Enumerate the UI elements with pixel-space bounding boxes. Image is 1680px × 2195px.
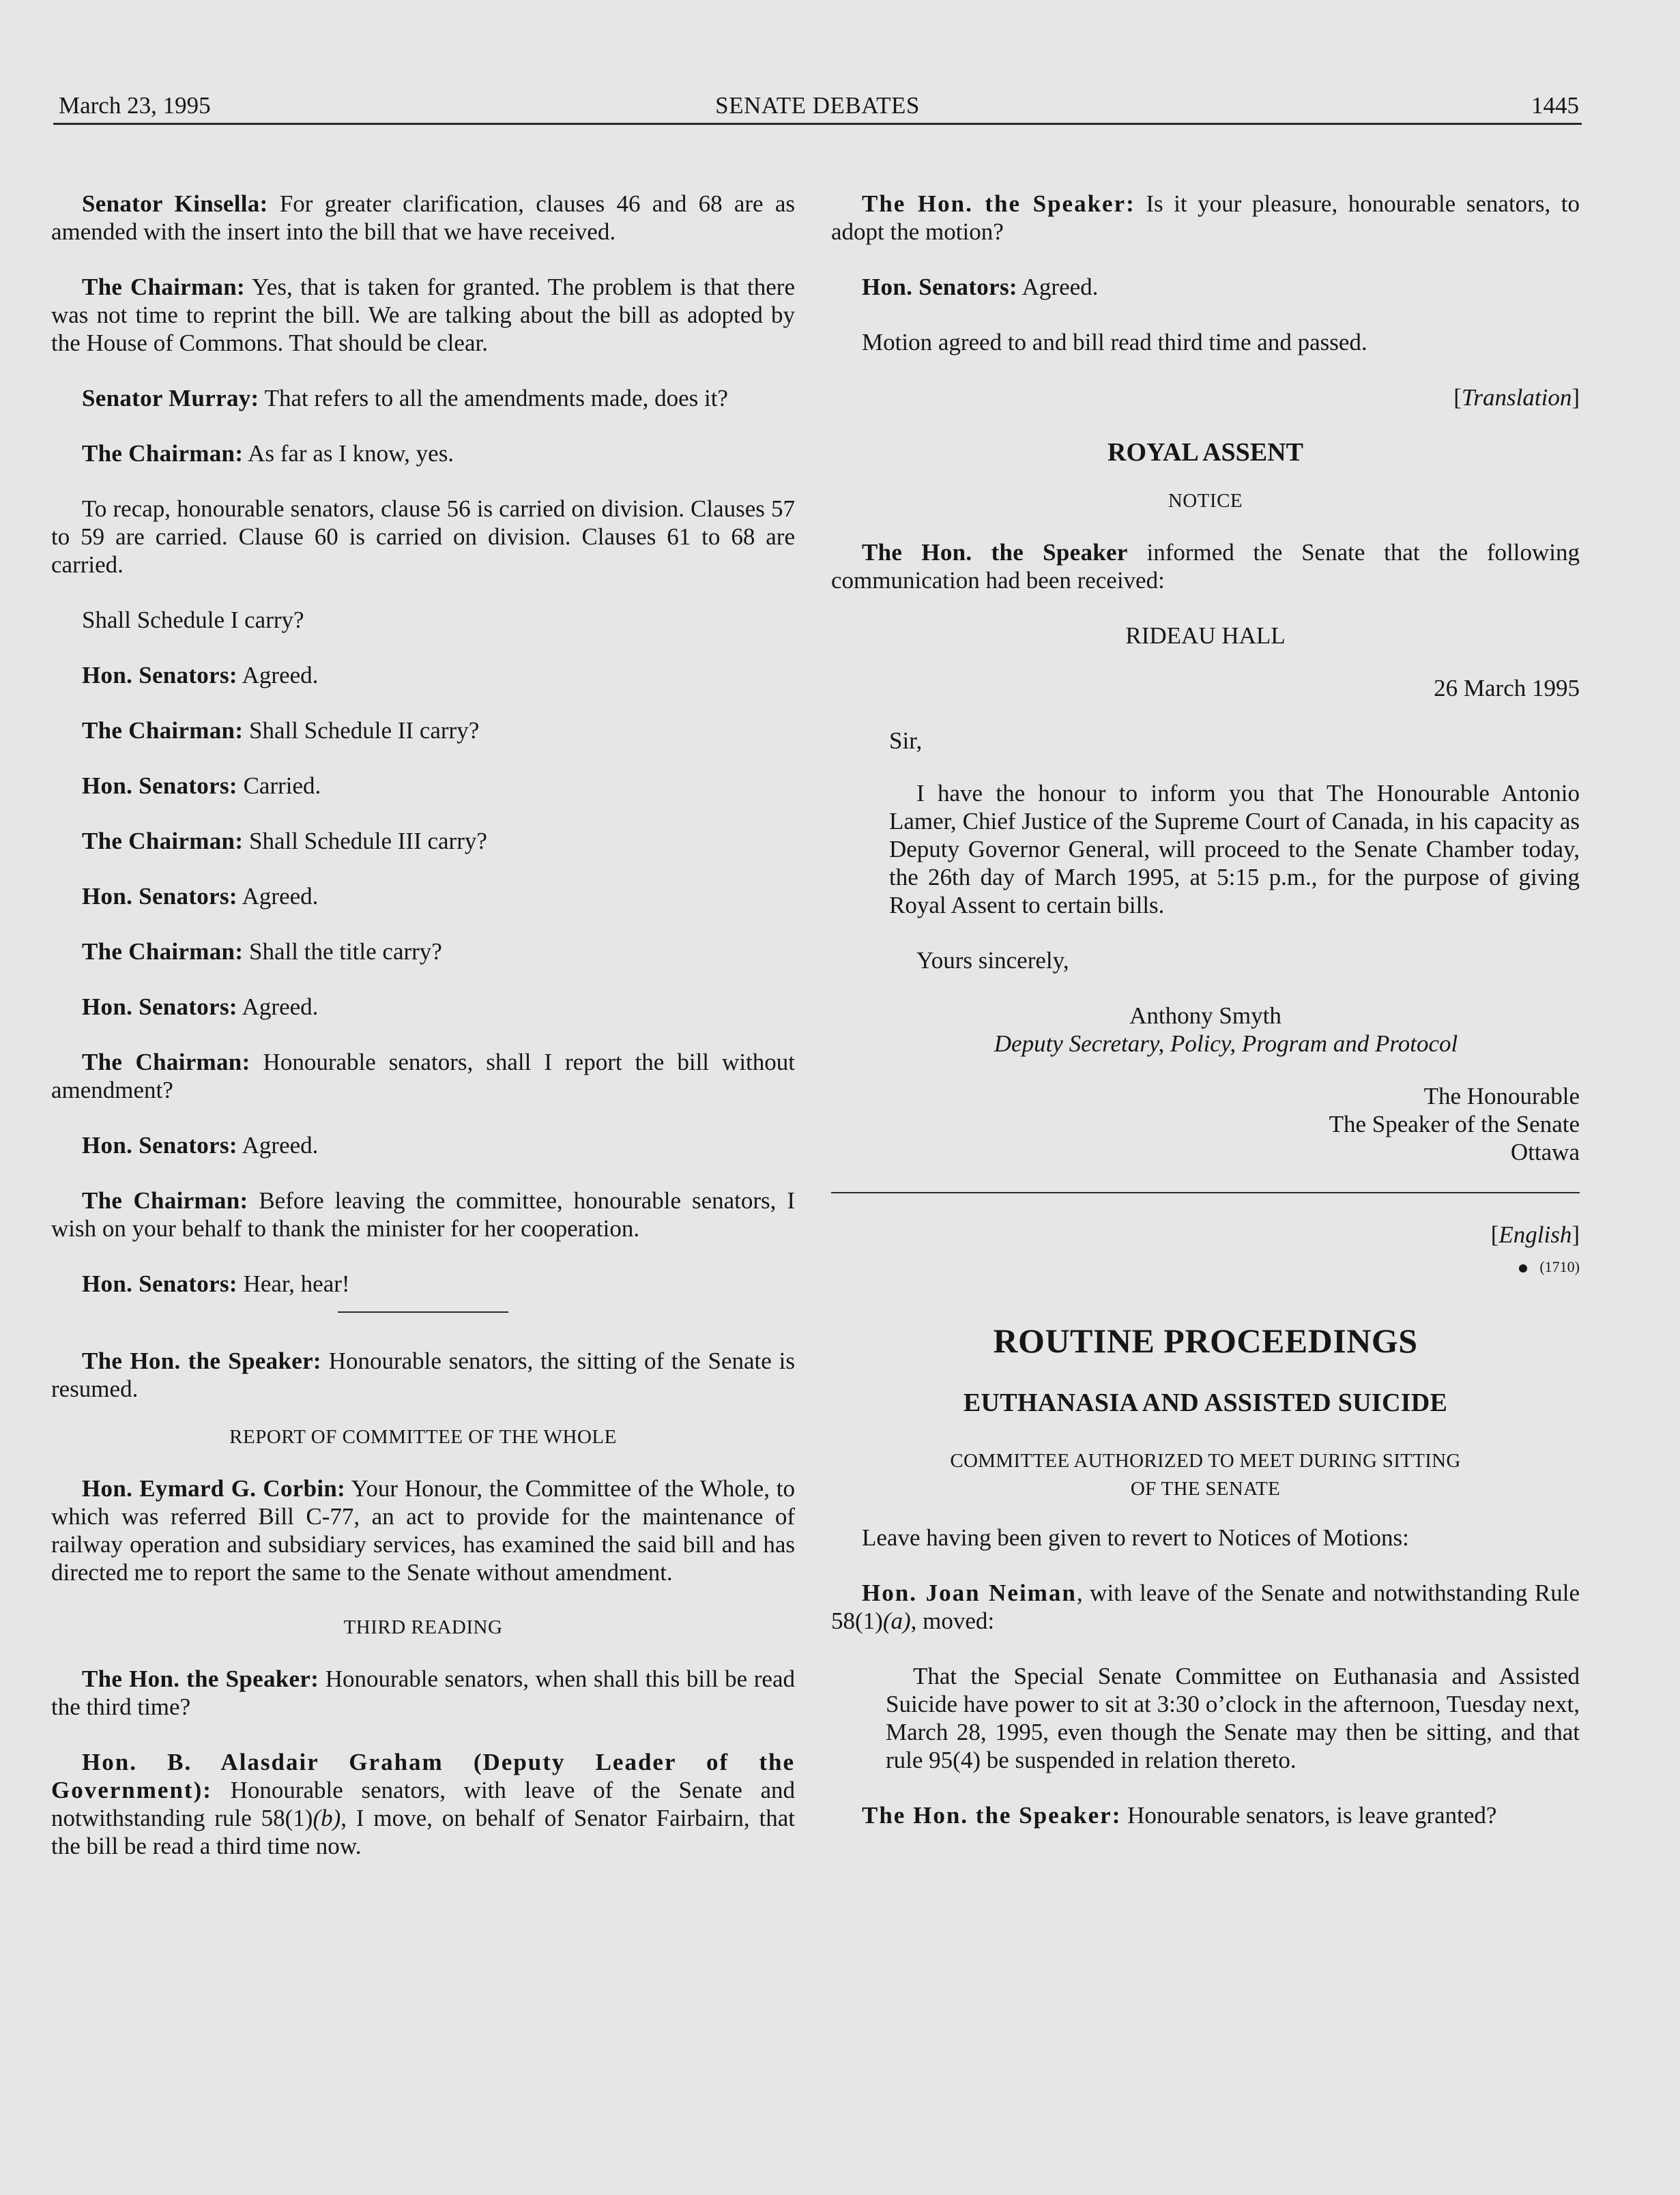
subheading-committee-line: OF THE SENATE	[1130, 1478, 1281, 1500]
letter-place: RIDEAU HALL	[1125, 622, 1286, 649]
letter-signatory-title: Deputy Secretary, Policy, Program and Protocol	[994, 1030, 1458, 1057]
language-tag: [Translation]	[1453, 384, 1580, 411]
speech: Is it your pleasure, honourable senators, to adopt the motion?	[831, 190, 1580, 245]
paragraph	[831, 1579, 1580, 1635]
speaker: Hon. Senators:	[82, 1270, 237, 1297]
left-column	[51, 190, 795, 1887]
subheading-committee	[831, 1447, 1580, 1503]
letter-address-line: The Honourable	[1423, 1083, 1580, 1109]
speaker: The Chairman:	[82, 938, 244, 965]
paragraph	[51, 1347, 795, 1403]
speech: Shall Schedule III carry?	[243, 828, 487, 854]
speech: Honourable senators, the sitting of the Senate is resumed.	[51, 1348, 795, 1402]
speech: Agreed.	[1017, 274, 1099, 300]
speech: Honourable senators, with leave of the Senate and notwithstanding rule 58(1)	[51, 1777, 795, 1831]
heading-royal-assent: ROYAL ASSENT	[1107, 438, 1303, 467]
time-marker	[831, 1253, 1580, 1281]
paragraph	[51, 882, 795, 910]
motion-text: That the Special Senate Committee on Euthanasia and Assisted Suicide have power to sit at 3:30 o’clock in the afternoon, Tuesday next, March 28, 1995, even though the Senate may then be sitting, and that rule 95(4) be suspended in relation thereto.	[886, 1663, 1580, 1773]
speech: Carried.	[237, 772, 321, 799]
paragraph: Motion agreed to and bill read third time and passed.	[862, 329, 1367, 355]
paragraph	[51, 1665, 795, 1721]
speaker: The Chairman:	[82, 717, 244, 744]
subheading-notice: NOTICE	[1168, 490, 1243, 512]
heading-euthanasia: EUTHANASIA AND ASSISTED SUICIDE	[963, 1389, 1448, 1417]
speech: Honourable senators, shall I report the bill without amendment?	[51, 1049, 795, 1103]
speech: informed the Senate that the following communication had been received:	[831, 539, 1580, 594]
speaker: Hon. Eymard G. Corbin:	[82, 1475, 346, 1502]
letter-closing: Yours sincerely,	[916, 947, 1069, 974]
speaker: Hon. Senators:	[82, 662, 237, 688]
speech: Hear, hear!	[237, 1270, 350, 1297]
letter-date: 26 March 1995	[1434, 675, 1580, 701]
speaker: Senator Kinsella:	[82, 190, 268, 217]
speech: Honourable senators, when shall this bill be read the third time?	[51, 1666, 795, 1720]
paragraph	[51, 190, 795, 246]
heading-routine-proceedings: ROUTINE PROCEEDINGS	[993, 1322, 1418, 1360]
letter-salutation: Sir,	[889, 727, 923, 754]
speaker: The Chairman:	[82, 274, 245, 300]
speaker: Hon. Senators:	[82, 883, 237, 910]
language-tag-text: English	[1498, 1221, 1572, 1248]
letter-body: I have the honour to inform you that The Honourable Antonio Lamer, Chief Justice of the Supreme Court of Canada, in his capacity as Deputy Governor General, will proceed to the Senate Chamber today, the 26th day of March 1995, at 5:15 p.m., for the purpose of giving Royal Assent to certain bills.	[889, 780, 1580, 918]
speaker: The Hon. the Speaker:	[862, 190, 1135, 217]
speech: , I move, on behalf of Senator Fairbairn, that the bill be read a third time now.	[51, 1805, 795, 1859]
speaker: The Hon. the Speaker	[862, 539, 1128, 566]
paragraph	[51, 1131, 795, 1159]
speaker: The Hon. the Speaker:	[82, 1666, 319, 1692]
speaker: The Hon. the Speaker:	[82, 1348, 321, 1374]
speech: Yes, that is taken for granted. The problem is that there was not time to reprint the bill. We are talking about the bill as adopted by the House of Commons. That should be clear.	[51, 274, 795, 356]
speaker: The Chairman:	[82, 828, 244, 854]
paragraph	[51, 661, 795, 689]
header-date: March 23, 1995	[59, 92, 211, 119]
speech: Before leaving the committee, honourable senators, I wish on your behalf to thank the minister for her cooperation.	[51, 1187, 795, 1242]
speech: Agreed.	[237, 662, 319, 688]
paragraph	[51, 439, 795, 467]
speaker: The Chairman:	[82, 1187, 248, 1214]
right-column	[831, 190, 1580, 1857]
speech: Your Honour, the Committee of the Whole, to which was referred Bill C-77, an act to provide for the maintenance of railway operation and subsidiary services, has examined the said bill and has directed me to report the same to the Senate without amendment.	[51, 1475, 795, 1586]
letter	[831, 622, 1580, 1166]
bullet-icon	[1519, 1264, 1527, 1273]
speech: Shall Schedule II carry?	[243, 717, 480, 744]
paragraph	[51, 1048, 795, 1104]
paragraph	[831, 538, 1580, 594]
header-title: SENATE DEBATES	[715, 92, 920, 119]
speaker: The Hon. the Speaker:	[862, 1802, 1122, 1829]
section-divider	[831, 1192, 1580, 1193]
speaker: The Chairman:	[82, 440, 244, 467]
speech: As far as I know, yes.	[243, 440, 454, 467]
paragraph	[51, 827, 795, 855]
speaker: Hon. Senators:	[82, 1132, 237, 1159]
paragraph	[51, 1748, 795, 1860]
motion-quote	[831, 1662, 1580, 1774]
subheading-committee-line: COMMITTEE AUTHORIZED TO MEET DURING SITTING	[950, 1450, 1461, 1472]
speaker: Hon. Senators:	[82, 993, 237, 1020]
paragraph: Leave having been given to revert to Notices of Motions:	[862, 1524, 1409, 1551]
paragraph: To recap, honourable senators, clause 56 is carried on division. Clauses 57 to 59 are carried. Clause 60 is carried on division. Clauses 61 to 68 are carried.	[51, 495, 795, 578]
speaker: The Chairman:	[82, 1049, 250, 1075]
speaker: Hon. Senators:	[862, 274, 1017, 300]
page-header	[53, 89, 1582, 125]
speech-italic: (b)	[313, 1805, 341, 1831]
speaker: Hon. Joan Neiman	[862, 1580, 1077, 1606]
page-number: 1445	[1531, 92, 1579, 119]
paragraph	[831, 1801, 1580, 1829]
paragraph	[51, 384, 795, 412]
subheading-third-reading: THIRD READING	[343, 1616, 503, 1638]
time-marker-text: (1710)	[1539, 1258, 1580, 1275]
speech: Shall the title carry?	[243, 938, 442, 965]
paragraph	[51, 716, 795, 744]
language-tag: [English]	[1490, 1221, 1580, 1248]
letter-address-line: Ottawa	[1510, 1139, 1580, 1165]
language-tag-text: Translation	[1461, 384, 1572, 411]
speech: Agreed.	[237, 883, 319, 910]
paragraph	[51, 273, 795, 357]
speech-italic: (a)	[882, 1608, 911, 1634]
letter-signatory: Anthony Smyth	[1129, 1002, 1281, 1029]
speech: Agreed.	[237, 993, 319, 1020]
speech: For greater clarification, clauses 46 and 68 are as amended with the insert into the bill that we have received.	[51, 190, 795, 245]
paragraph	[51, 1474, 795, 1586]
paragraph	[51, 1187, 795, 1242]
section-divider	[338, 1311, 508, 1313]
paragraph	[831, 273, 1580, 301]
speech: That refers to all the amendments made, does it?	[259, 385, 728, 411]
paragraph	[51, 993, 795, 1021]
letter-body-block	[831, 727, 1580, 974]
paragraph	[831, 190, 1580, 246]
speaker: Hon. B. Alasdair Graham (Deputy Leader of the Government):	[51, 1749, 795, 1803]
paragraph	[51, 1270, 795, 1298]
speech: Agreed.	[237, 1132, 319, 1159]
speaker: Senator Murray:	[82, 385, 259, 411]
speech: , with leave of the Senate and notwithstanding Rule 58(1)	[831, 1580, 1580, 1634]
speech: , moved:	[910, 1608, 995, 1634]
paragraph: Shall Schedule I carry?	[82, 607, 304, 633]
paragraph	[51, 937, 795, 965]
subheading-report: REPORT OF COMMITTEE OF THE WHOLE	[229, 1426, 617, 1448]
speech: Honourable senators, is leave granted?	[1121, 1802, 1497, 1829]
letter-address-line: The Speaker of the Senate	[1329, 1111, 1580, 1137]
speaker: Hon. Senators:	[82, 772, 237, 799]
paragraph	[51, 772, 795, 800]
